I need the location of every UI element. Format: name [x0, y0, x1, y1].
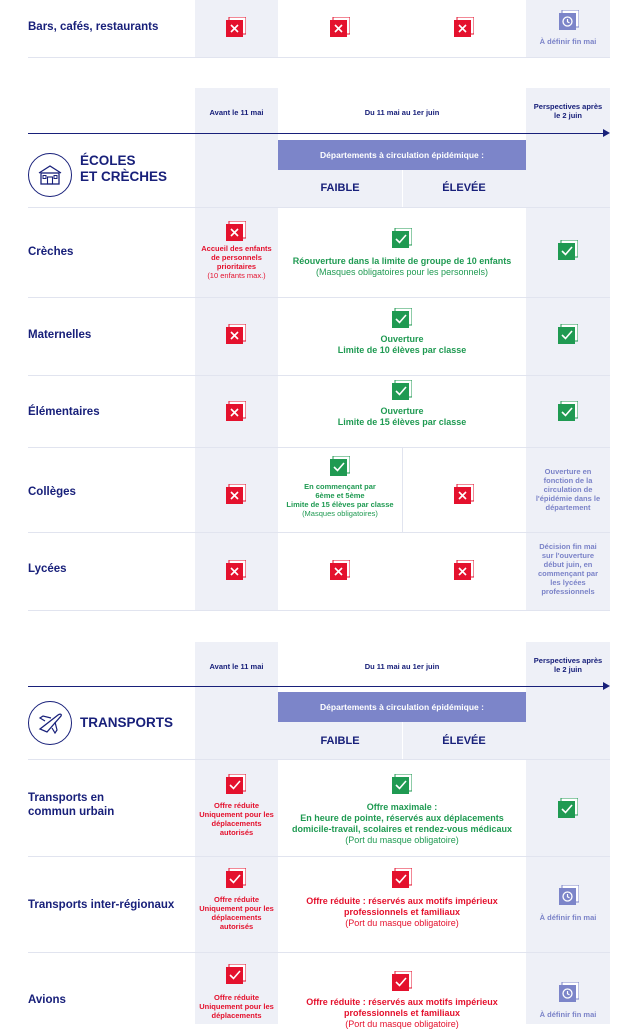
check-icon: [330, 456, 350, 476]
check-icon: [392, 228, 412, 248]
check-icon: [558, 324, 578, 344]
creches-before-note: Accueil des enfants de personnels prioritaires: [201, 244, 272, 271]
urbain-during-main: Offre maximale :: [366, 802, 438, 812]
school-icon: [28, 153, 72, 197]
timeline-arrow: [28, 133, 606, 134]
header-before: Avant le 11 mai: [209, 108, 264, 117]
colleges-low-line1: En commençant par: [304, 482, 376, 491]
x-icon: [330, 17, 350, 37]
red-check-icon: [226, 964, 246, 984]
x-icon: [454, 17, 474, 37]
section-title-line1: ÉCOLES: [80, 153, 136, 168]
avions-during-main: Offre réduite : réservés aux motifs impérieux: [306, 997, 498, 1007]
clock-icon: [559, 885, 579, 905]
urbain-during-sub: (Port du masque obligatoire): [345, 835, 459, 845]
lycees-after-note: Décision fin mai sur l'ouverture début juin, en commençant par les lycées professionnels: [537, 542, 599, 596]
x-icon: [454, 560, 474, 580]
urbain-before-note: Offre réduite Uniquement pour les déplacements autorisés: [199, 801, 274, 837]
x-icon: [226, 324, 246, 344]
regional-perspective: À définir fin mai: [539, 913, 597, 922]
creches-during-main: Réouverture dans la limite de groupe de 10 enfants: [292, 256, 512, 266]
header-after-2: Perspectives après le 2 juin: [533, 656, 603, 674]
epidemic-band: Départements à circulation épidémique :: [278, 140, 526, 170]
urbain-during-line2: En heure de pointe, réservés aux déplacements: [300, 813, 504, 823]
clock-icon: [559, 10, 579, 30]
elementaires-during-sub: Limite de 15 élèves par classe: [337, 417, 467, 427]
perspective-bars: À définir fin mai: [539, 37, 597, 46]
maternelles-during-main: Ouverture: [380, 334, 424, 344]
avions-during-sub: (Port du masque obligatoire): [345, 1019, 459, 1029]
timeline-arrow-2: [28, 686, 606, 687]
red-check-icon: [392, 868, 412, 888]
epidemic-band-2: Départements à circulation épidémique :: [278, 692, 526, 722]
maternelles-during-sub: Limite de 10 élèves par classe: [337, 345, 467, 355]
colleges-low-line4: (Masques obligatoires): [302, 509, 378, 518]
red-check-icon: [226, 774, 246, 794]
avions-during-line2: professionnels et familiaux: [343, 1008, 461, 1018]
urbain-during-line3: domicile-travail, scolaires et rendez-vous médicaux: [291, 824, 513, 834]
creches-during-sub: (Masques obligatoires pour les personnels): [315, 267, 489, 277]
regional-during-sub: (Port du masque obligatoire): [345, 918, 459, 928]
red-check-icon: [392, 971, 412, 991]
header-high-2: ÉLEVÉE: [442, 735, 486, 747]
x-icon: [330, 560, 350, 580]
row-label-avions: Avions: [28, 994, 66, 1006]
section-title-transports: TRANSPORTS: [80, 715, 174, 730]
elementaires-during-main: Ouverture: [380, 406, 424, 416]
x-icon: [226, 401, 246, 421]
row-label-elementaires: Élémentaires: [28, 406, 100, 418]
section-title-line2: ET CRÈCHES: [80, 169, 168, 184]
header-before-2: Avant le 11 mai: [209, 662, 264, 671]
x-icon: [226, 17, 246, 37]
header-after: Perspectives après le 2 juin: [533, 102, 603, 120]
check-icon: [558, 401, 578, 421]
plane-icon: [28, 701, 72, 745]
avions-perspective: À définir fin mai: [539, 1010, 597, 1019]
x-icon: [226, 484, 246, 504]
colleges-low-line2: 6ème et 5ème: [315, 491, 365, 500]
red-check-icon: [226, 868, 246, 888]
row-label-regional: Transports inter-régionaux: [28, 899, 175, 911]
row-label-urbain-1: Transports en: [28, 792, 105, 804]
check-icon: [558, 240, 578, 260]
header-during-2: Du 11 mai au 1er juin: [364, 662, 440, 671]
arrow-head-icon: [603, 129, 610, 137]
row-label-maternelles: Maternelles: [28, 329, 92, 341]
check-icon: [392, 308, 412, 328]
header-low-2: FAIBLE: [320, 735, 360, 747]
avions-before-note: Offre réduite Uniquement pour les déplacements: [199, 993, 274, 1020]
check-icon: [392, 380, 412, 400]
regional-during-main: Offre réduite : réservés aux motifs impérieux: [306, 896, 498, 906]
header-during: Du 11 mai au 1er juin: [364, 108, 440, 117]
x-icon: [226, 560, 246, 580]
check-icon: [558, 798, 578, 818]
creches-before-note2: (10 enfants max.): [207, 271, 266, 280]
row-label-colleges: Collèges: [28, 486, 76, 498]
colleges-after-note: Ouverture en fonction de la circulation de l'épidémie dans le département: [535, 467, 601, 512]
row-label-lycees: Lycées: [28, 563, 67, 575]
regional-during-line2: professionnels et familiaux: [343, 907, 461, 917]
check-icon: [392, 774, 412, 794]
clock-icon: [559, 982, 579, 1002]
header-high: ÉLEVÉE: [442, 182, 486, 194]
row-label-urbain-2: commun urbain: [28, 806, 115, 818]
x-icon: [226, 221, 246, 241]
row-label-creches: Crèches: [28, 246, 74, 258]
arrow-head-icon: [603, 682, 610, 690]
x-icon: [454, 484, 474, 504]
header-low: FAIBLE: [320, 182, 360, 194]
regional-before-note: Offre réduite Uniquement pour les déplacements autorisés: [199, 895, 274, 931]
colleges-low-line3: Limite de 15 élèves par classe: [286, 500, 394, 509]
row-label-bars: Bars, cafés, restaurants: [28, 21, 159, 33]
